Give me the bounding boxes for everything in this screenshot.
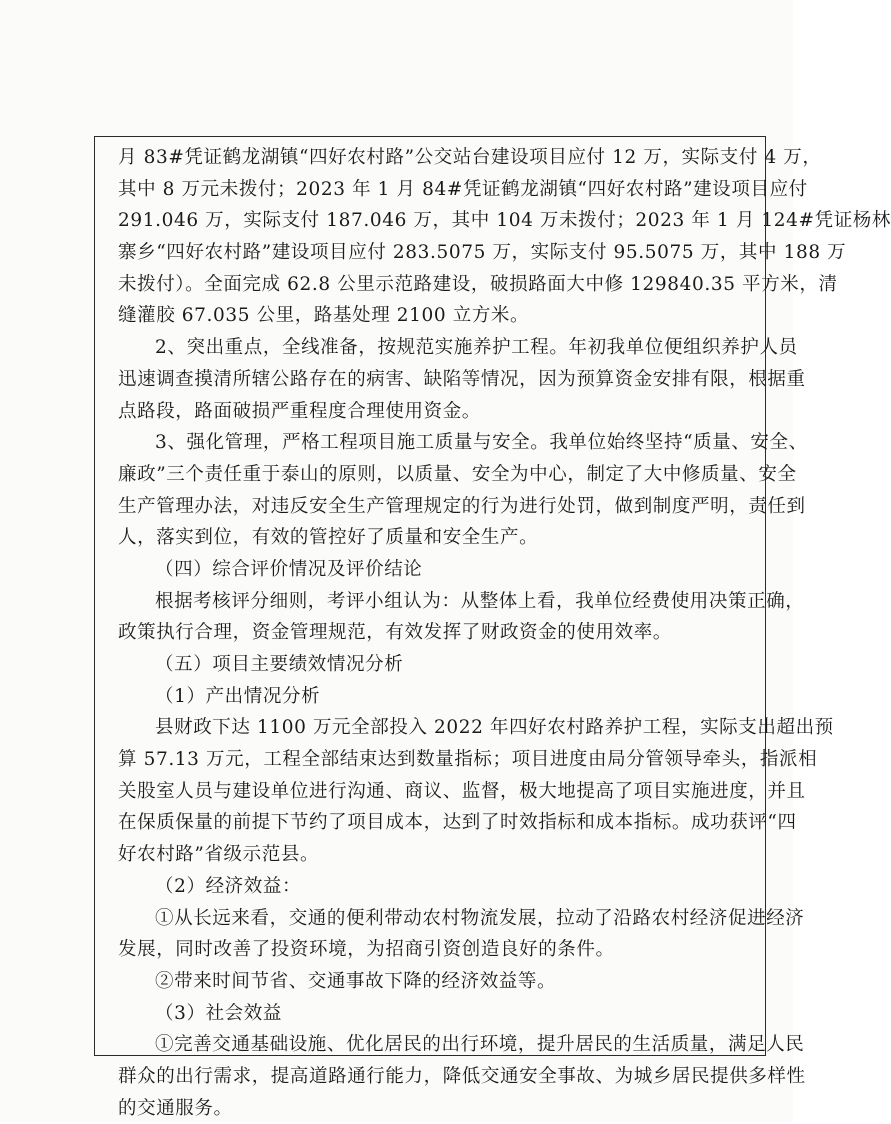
text-line: ①完善交通基础设施、优化居民的出行环境，提升居民的生活质量，满足人民 <box>155 1034 805 1056</box>
text-line: ①从长远来看，交通的便利带动农村物流发展，拉动了沿路农村经济促进经济 <box>155 907 805 929</box>
document-body <box>118 142 891 1124</box>
text-line: 发展，同时改善了投资环境，为招商引资创造良好的条件。 <box>118 939 615 961</box>
text-line: 291.046 万，实际支付 187.046 万，其中 104 万未拨付；2023 年 1 月 124#凭证杨林 <box>118 210 891 232</box>
text-line: 在保质保量的前提下节约了项目成本，达到了时效指标和成本指标。成功获评“四 <box>118 812 797 834</box>
text-line: 县财政下达 1100 万元全部投入 2022 年四好农村路养护工程，实际支出超出预 <box>155 717 834 739</box>
text-line: 算 57.13 万元，工程全部结束达到数量指标；项目进度由局分管领导牵头，指派相 <box>118 749 818 771</box>
text-line: 月 83#凭证鹤龙湖镇“四好农村路”公交站台建设项目应付 12 万，实际支付 4 万， <box>118 147 822 168</box>
text-line: 点路段，路面破损严重程度合理使用资金。 <box>118 400 481 422</box>
text-line: ②带来时间节省、交通事故下降的经济效益等。 <box>155 970 557 992</box>
text-line: （2）经济效益： <box>155 875 302 897</box>
text-line: 寨乡“四好农村路”建设项目应付 283.5075 万，实际支付 95.5075 万，其中 188 万 <box>118 242 847 264</box>
text-line: 关股室人员与建设单位进行沟通、商议、监督，极大地提高了项目实施进度，并且 <box>118 780 806 802</box>
text-line: 根据考核评分细则，考评小组认为：从整体上看，我单位经费使用决策正确， <box>155 590 805 612</box>
text-line: 缝灌胶 67.035 公里，路基处理 2100 立方米。 <box>118 305 530 327</box>
text-line: （1）产出情况分析 <box>155 685 321 707</box>
text-line: 3、强化管理，严格工程项目施工质量与安全。我单位始终坚持“质量、安全、 <box>155 432 808 454</box>
text-line: 的交通服务。 <box>118 1097 233 1119</box>
text-line: 其中 8 万元未拨付；2023 年 1 月 84#凭证鹤龙湖镇“四好农村路”建设项目应付 <box>118 178 808 200</box>
text-line: 未拨付）。全面完成 62.8 公里示范路建设，破损路面大中修 129840.35 平方米，清 <box>118 273 838 295</box>
text-line: （3）社会效益 <box>155 1002 282 1024</box>
text-line: 人，落实到位，有效的管控好了质量和安全生产。 <box>118 527 539 549</box>
text-line: （四）综合评价情况及评价结论 <box>155 558 423 580</box>
text-line: 群众的出行需求，提高道路通行能力，降低交通安全事故、为城乡居民提供多样性 <box>118 1065 806 1087</box>
text-line: 迅速调查摸清所辖公路存在的病害、缺陷等情况，因为预算资金安排有限，根据重 <box>118 368 806 390</box>
text-line: 生产管理办法，对违反安全生产管理规定的行为进行处罚，做到制度严明，责任到 <box>118 495 806 517</box>
text-line: （五）项目主要绩效情况分析 <box>155 654 404 675</box>
text-line: 廉政”三个责任重于泰山的原则，以质量、安全为中心，制定了大中修质量、安全 <box>118 463 797 485</box>
text-line: 2、突出重点，全线准备，按规范实施养护工程。年初我单位便组织养护人员 <box>155 337 798 359</box>
text-line: 好农村路”省级示范县。 <box>118 844 320 866</box>
text-line: 政策执行合理，资金管理规范，有效发挥了财政资金的使用效率。 <box>118 622 672 644</box>
